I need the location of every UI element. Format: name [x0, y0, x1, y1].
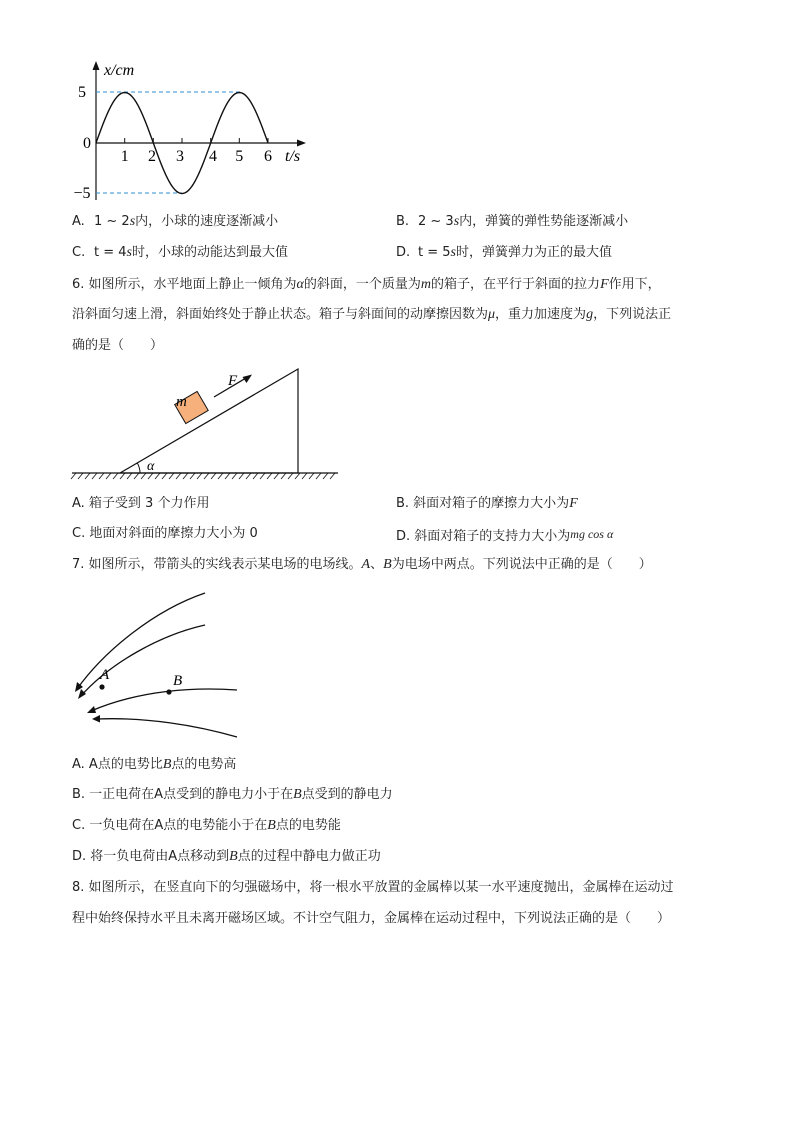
ground-hatch — [204, 473, 209, 479]
field-line-2 — [80, 625, 205, 697]
alpha-label: α — [147, 459, 155, 474]
x-axis-label: t/s — [285, 148, 301, 165]
ground-hatch — [316, 473, 321, 479]
q5-option-d[interactable]: D. t = 5s时，弹簧弹力为正的最大值 — [396, 245, 612, 260]
ground-hatch — [113, 473, 118, 479]
ground-hatch — [120, 473, 125, 479]
ground-hatch — [183, 473, 188, 479]
angle-arc — [137, 463, 140, 473]
ground-hatch — [330, 473, 335, 479]
field-line-4-arrow — [92, 715, 100, 723]
field-line-3-arrow — [87, 706, 96, 713]
ground-hatch — [323, 473, 328, 479]
ground-hatch — [71, 473, 76, 479]
q6-option-d[interactable]: D. 斜面对箱子的支持力大小为mg cos α — [396, 527, 614, 544]
incline-figure — [70, 365, 345, 485]
ground-hatch — [162, 473, 167, 479]
displacement-time-graph — [70, 55, 320, 205]
mass-label: m — [176, 394, 187, 410]
ground-hatch — [288, 473, 293, 479]
ground-hatch — [155, 473, 160, 479]
point-a-label: A — [100, 667, 110, 683]
y-tick-0: 0 — [83, 135, 91, 152]
ground-hatch — [141, 473, 146, 479]
ground-hatch — [260, 473, 265, 479]
ground-hatch — [232, 473, 237, 479]
incline — [120, 369, 298, 473]
ground-hatch — [169, 473, 174, 479]
ground-hatch — [253, 473, 258, 479]
y-tick-5: 5 — [78, 84, 86, 101]
ground-hatch — [274, 473, 279, 479]
q6-stem-line-1: 6. 如图所示，水平地面上静止一倾角为α的斜面，一个质量为m的箱子，在平行于斜面的拉力F作用下， — [72, 277, 661, 292]
ground-hatch — [106, 473, 111, 479]
q6-option-a[interactable]: A. 箱子受到 3 个力作用 — [72, 496, 210, 511]
field-line-2-arrow — [78, 689, 86, 699]
field-line-3 — [91, 689, 237, 711]
ground-hatch — [78, 473, 83, 479]
ground-hatch — [225, 473, 230, 479]
ground-hatch — [267, 473, 272, 479]
ground-hatch — [99, 473, 104, 479]
y-axis-label: x/cm — [104, 62, 135, 79]
ground-hatch — [309, 473, 314, 479]
q6-stem-line-2: 沿斜面匀速上滑，斜面始终处于静止状态。箱子与斜面间的动摩擦因数为μ，重力加速度为g，下列说法正 — [72, 307, 672, 322]
ground-hatch — [85, 473, 90, 479]
ground-hatch — [127, 473, 132, 479]
x-tick-6: 6 — [264, 148, 272, 165]
q7-stem: 7. 如图所示，带箭头的实线表示某电场的电场线。A、B为电场中两点。下列说法中正确的是（ ） — [72, 557, 652, 572]
ground-hatch — [176, 473, 181, 479]
ground-hatch — [134, 473, 139, 479]
q8-stem-line-1: 8. 如图所示，在竖直向下的匀强磁场中，将一根水平放置的金属棒以某一水平速度抛出，金属棒在运动过 — [72, 880, 674, 895]
point-b-label: B — [173, 673, 183, 689]
q6-option-b[interactable]: B. 斜面对箱子的摩擦力大小为F — [396, 496, 578, 511]
q5-option-c[interactable]: C. t = 4s时，小球的动能达到最大值 — [72, 245, 288, 260]
q7-option-d[interactable]: D. 将一负电荷由A点移动到B点的过程中静电力做正功 — [72, 849, 381, 864]
ground-hatch — [197, 473, 202, 479]
q5-option-a[interactable]: A. 1 ~ 2s内，小球的速度逐渐减小 — [72, 214, 279, 229]
ground-hatch — [281, 473, 286, 479]
ground-hatch — [218, 473, 223, 479]
ground-hatch — [302, 473, 307, 479]
y-tick-neg5: −5 — [73, 185, 91, 202]
force-arrowhead — [243, 375, 253, 384]
q8-stem-line-2: 程中始终保持水平且未离开磁场区域。不计空气阻力，金属棒在运动过程中，下列说法正确的是（ ） — [72, 911, 671, 926]
q6-stem-line-3: 确的是（ ） — [72, 338, 164, 353]
q6-option-c[interactable]: C. 地面对斜面的摩擦力大小为 0 — [72, 526, 258, 541]
ground-hatch — [190, 473, 195, 479]
field-line-4 — [97, 719, 237, 737]
x-tick-3: 3 — [176, 148, 184, 165]
x-tick-2: 2 — [148, 148, 156, 165]
x-tick-4: 4 — [209, 148, 217, 165]
x-tick-5: 5 — [235, 148, 244, 165]
ground-hatch — [295, 473, 300, 479]
x-axis-arrow — [93, 61, 100, 70]
force-label: F — [228, 373, 238, 389]
point-b — [166, 689, 171, 694]
t-axis-arrow — [297, 140, 306, 147]
electric-field-figure — [65, 585, 255, 745]
field-line-1 — [77, 593, 205, 689]
ground-hatch — [239, 473, 244, 479]
q7-option-b[interactable]: B. 一正电荷在A点受到的静电力小于在B点受到的静电力 — [72, 787, 393, 802]
ground-hatch — [211, 473, 216, 479]
q7-option-a[interactable]: A. A点的电势比B点的电势高 — [72, 757, 237, 772]
ground-hatch — [246, 473, 251, 479]
ground-hatch — [92, 473, 97, 479]
point-a — [99, 684, 104, 689]
q7-option-c[interactable]: C. 一负电荷在A点的电势能小于在B点的电势能 — [72, 818, 341, 833]
x-tick-1: 1 — [120, 148, 129, 165]
q5-option-b[interactable]: B. 2 ~ 3s内，弹簧的弹性势能逐渐减小 — [396, 214, 629, 229]
